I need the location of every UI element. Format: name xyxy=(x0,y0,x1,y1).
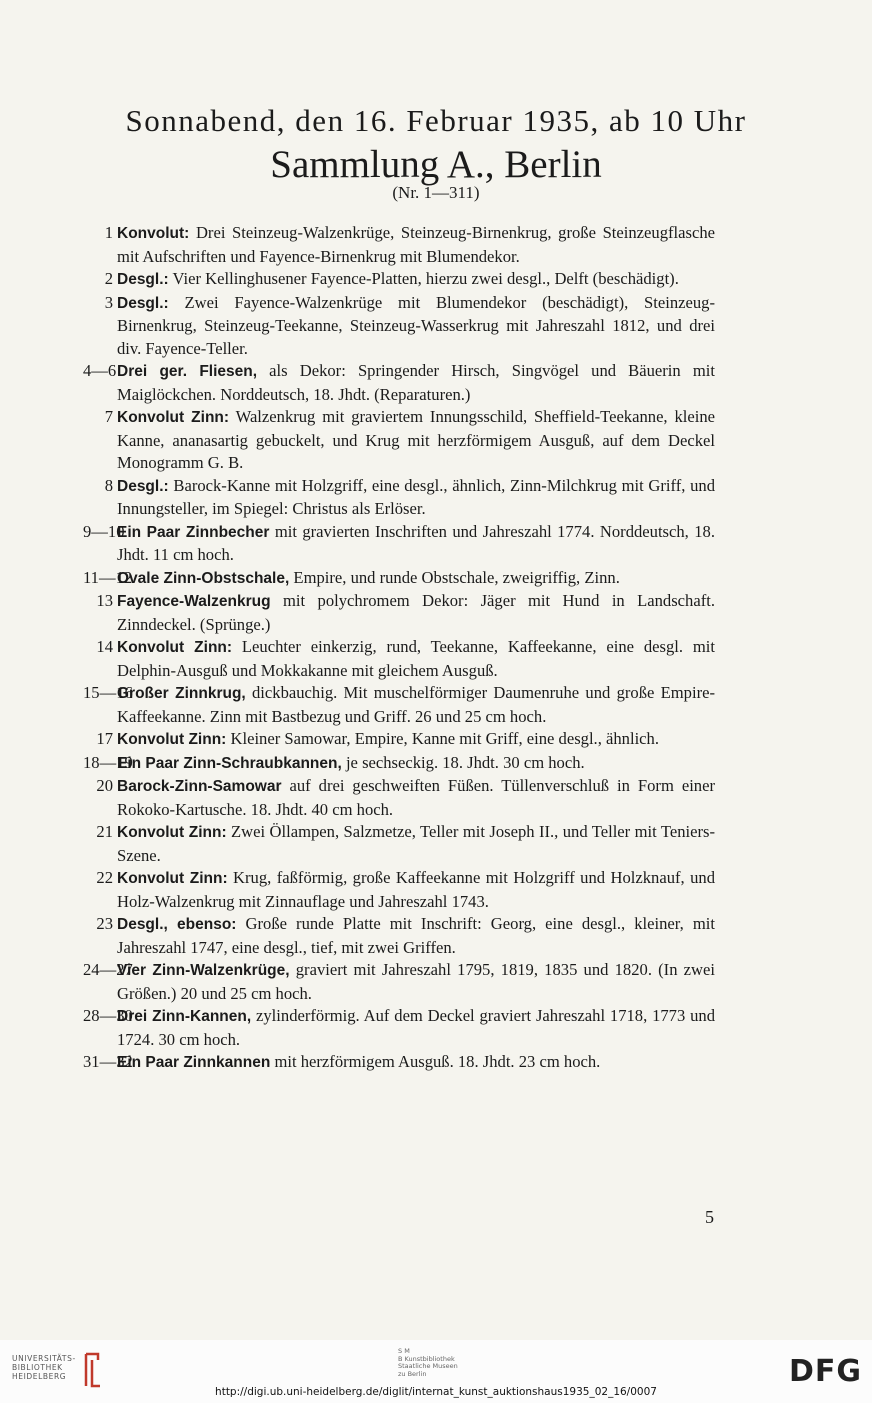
lot-number-text: 31—32 xyxy=(83,1052,133,1071)
lot-entry xyxy=(83,406,715,475)
lot-number-text: 21 xyxy=(96,822,113,841)
lot-range-note: (Nr. 1—311) xyxy=(392,183,480,202)
lot-number-text: 13 xyxy=(96,591,113,610)
lot-number xyxy=(83,636,117,659)
lot-title: Konvolut Zinn: xyxy=(117,639,233,656)
lot-entry xyxy=(83,475,715,521)
lot-description: als Dekor: Springender Hirsch, Singvögel und Bäuerin mit Maiglöckchen. Norddeutsch, 18. Jhdt. (Reparaturen.) xyxy=(117,361,715,404)
lot-number-text: 20 xyxy=(96,776,113,795)
lot-title: Vier Zinn-Walzenkrüge, xyxy=(117,962,290,979)
lot-title: Desgl.: xyxy=(117,477,169,495)
library-logo-icon xyxy=(82,1350,104,1390)
lot-title: Barock-Zinn-Samowar xyxy=(117,778,282,795)
lot-entry xyxy=(83,1051,715,1075)
lot-title: Konvolut Zinn: xyxy=(117,731,227,748)
lot-number xyxy=(83,1005,133,1028)
lot-description: mit polychromem Dekor: Jäger mit Hund in Landschaft. Zinndeckel. (Sprünge.) xyxy=(117,591,715,634)
lot-entry xyxy=(83,775,715,821)
lot-number-text: 4—6 xyxy=(83,361,117,380)
lot-number xyxy=(83,867,117,890)
lot-number xyxy=(83,521,125,544)
lot-entry xyxy=(83,752,715,776)
lot-entry xyxy=(83,268,715,292)
lot-number xyxy=(83,567,133,590)
lot-number xyxy=(83,360,117,383)
lot-number-text: 3 xyxy=(104,292,113,312)
lot-description: Kleiner Samowar, Empire, Kanne mit Griff, eine desgl., ähnlich. xyxy=(226,729,659,748)
library-name-line: BIBLIOTHEK xyxy=(12,1363,63,1372)
lot-number xyxy=(83,268,117,291)
lot-entry xyxy=(83,821,715,867)
lot-title: Fayence-Walzenkrug xyxy=(117,593,271,610)
lot-title: Desgl.: xyxy=(117,271,169,288)
lot-number xyxy=(83,682,133,705)
lot-number xyxy=(83,1051,133,1074)
lot-number xyxy=(83,775,117,798)
lot-number-text: 23 xyxy=(96,914,113,933)
dfg-logo: DFG xyxy=(788,1354,862,1389)
lot-number xyxy=(83,752,133,775)
lot-title: Konvolut Zinn: xyxy=(117,824,227,841)
permalink-url[interactable]: http://digi.ub.uni-heidelberg.de/diglit/internat_kunst_auktionshaus1935_02_16/0007 xyxy=(215,1386,657,1398)
lot-title: Ovale Zinn-Obstschale, xyxy=(117,569,290,587)
lot-title: Ein Paar Zinn-Schraubkannen, xyxy=(117,754,342,772)
lot-number-text: 1 xyxy=(104,223,113,242)
lot-entry xyxy=(83,682,715,728)
lot-description: Barock-Kanne mit Holzgriff, eine desgl., ähnlich, Zinn-Milchkrug mit Griff, und Innungsteller, im Spiegel: Christus als Erlöser. xyxy=(117,475,715,518)
lot-number xyxy=(83,821,117,844)
lot-description: Große runde Platte mit Inschrift: Georg, eine desgl., kleiner, mit Jahreszahl 1747, eine desgl., tief, mit zwei Griffen. xyxy=(117,914,715,957)
lot-entry xyxy=(83,867,715,913)
page-number: 5 xyxy=(705,1207,714,1227)
lot-description: mit gravierten Inschriften und Jahreszahl 1774. Norddeutsch, 18. Jhdt. 11 cm hoch. xyxy=(117,521,715,564)
library-name xyxy=(12,1354,76,1381)
lot-number xyxy=(83,590,117,613)
lot-entry xyxy=(83,913,715,959)
lot-number xyxy=(83,222,117,245)
lot-entry xyxy=(83,360,715,406)
lot-number-text: 7 xyxy=(104,407,113,426)
lot-number-text: 22 xyxy=(96,868,113,887)
lot-number-text: 18—19 xyxy=(83,752,133,772)
lot-number xyxy=(83,959,133,982)
stamp-line: B Kunstbibliothek xyxy=(398,1354,455,1363)
lot-number-text: 11—12 xyxy=(83,567,133,587)
lot-description: Drei Steinzeug-Walzenkrüge, Steinzeug-Birnenkrug, große Steinzeugflasche mit Aufschriften und Fayence-Birnenkrug mit Blumendekor. xyxy=(117,223,715,266)
lot-title: Desgl., ebenso: xyxy=(117,916,237,933)
lot-entry xyxy=(83,636,715,682)
collection-title: Sammlung A., Berlin xyxy=(270,143,602,186)
lot-description: graviert mit Jahreszahl 1795, 1819, 1835 und 1820. (In zwei Größen.) 20 und 25 cm hoch. xyxy=(117,960,716,1003)
lot-description: zylinderförmig. Auf dem Deckel graviert Jahreszahl 1718, 1773 und 1724. 30 cm hoch. xyxy=(117,1006,715,1049)
library-name-line: HEIDELBERG xyxy=(12,1372,67,1381)
lot-number xyxy=(83,406,117,429)
lot-number-text: 14 xyxy=(96,637,113,656)
lot-description: Vier Kellinghusener Fayence-Platten, hierzu zwei desgl., Delft (beschädigt). xyxy=(168,269,679,288)
lot-title: Ein Paar Zinnbecher xyxy=(117,523,270,541)
lot-description: Leuchter einkerzig, rund, Teekanne, Kaffeekanne, eine desgl. mit Delphin-Ausguß und Mokkakanne mit gleichem Ausguß. xyxy=(117,637,715,680)
stamp-line: S M xyxy=(398,1347,410,1355)
lot-description: Empire, und runde Obstschale, zweigriffig, Zinn. xyxy=(289,567,620,587)
lot-entry xyxy=(83,521,715,567)
lot-number xyxy=(83,292,117,315)
lot-entry xyxy=(83,222,715,268)
lot-entry xyxy=(83,728,715,752)
lot-number-text: 15—16 xyxy=(83,683,133,702)
museum-stamp xyxy=(398,1348,458,1378)
lot-title: Ein Paar Zinnkannen xyxy=(117,1054,271,1071)
lot-title: Konvolut Zinn: xyxy=(117,870,228,887)
lot-number-text: 17 xyxy=(96,729,113,748)
lot-description: je sechseckig. 18. Jhdt. 30 cm hoch. xyxy=(341,752,585,772)
lot-list xyxy=(83,222,715,1075)
lot-number xyxy=(83,728,117,751)
lot-number-text: 24—27 xyxy=(83,960,133,979)
lot-number-text: 8 xyxy=(104,475,113,495)
lot-description: dickbauchig. Mit muschelförmiger Daumenruhe und große Empire-Kaffeekanne. Zinn mit Bastbezug und Griff. 26 und 25 cm hoch. xyxy=(117,683,716,726)
lot-title: Desgl.: xyxy=(117,294,169,312)
lot-number xyxy=(83,913,117,936)
lot-title: Drei ger. Fliesen, xyxy=(117,363,258,380)
lot-description: auf drei geschweiften Füßen. Tüllenverschluß in Form einer Rokoko-Kartusche. 18. Jhdt. 40 cm hoch. xyxy=(117,776,715,819)
stamp-line: Staatliche Museen xyxy=(398,1362,458,1370)
lot-title: Drei Zinn-Kannen, xyxy=(117,1008,252,1025)
lot-entry xyxy=(83,292,715,361)
lot-entry xyxy=(83,590,715,636)
lot-title: Konvolut: xyxy=(117,225,190,242)
lot-entry xyxy=(83,1005,715,1051)
lot-title: Konvolut Zinn: xyxy=(117,409,230,426)
auction-date-line: Sonnabend, den 16. Februar 1935, ab 10 Uhr xyxy=(125,103,747,138)
digitization-footer xyxy=(0,1340,872,1403)
lot-description: Zwei Öllampen, Salzmetze, Teller mit Joseph II., und Teller mit Teniers-Szene. xyxy=(117,822,715,865)
lot-description: Zwei Fayence-Walzenkrüge mit Blumendekor (beschädigt), Steinzeug-Birnenkrug, Steinzeug-Teekanne, Steinzeug-Wasserkrug mit Jahreszahl 1812, und drei div. Fayence-Teller. xyxy=(117,292,715,358)
library-name-line: UNIVERSITÄTS- xyxy=(12,1354,76,1363)
lot-entry xyxy=(83,959,715,1005)
lot-entry xyxy=(83,567,715,591)
lot-description: Krug, faßförmig, große Kaffeekanne mit Holzgriff und Holzknauf, und Holz-Walzenkrug mit Zinnauflage und Jahreszahl 1743. xyxy=(117,868,715,911)
lot-number-text: 28—30 xyxy=(83,1006,133,1025)
lot-number-text: 9—10 xyxy=(83,521,125,541)
lot-description: mit herzförmigem Ausguß. 18. Jhdt. 23 cm hoch. xyxy=(270,1052,601,1071)
lot-number-text: 2 xyxy=(104,269,113,288)
stamp-line: zu Berlin xyxy=(398,1369,427,1378)
lot-description: Walzenkrug mit graviertem Innungsschild, Sheffield-Teekanne, kleine Kanne, ananasartig gebuckelt, und Krug mit herzförmigem Ausguß, auf dem Deckel Monogramm G. B. xyxy=(117,407,715,472)
lot-title: Großer Zinnkrug, xyxy=(117,685,246,702)
lot-number xyxy=(83,475,117,498)
